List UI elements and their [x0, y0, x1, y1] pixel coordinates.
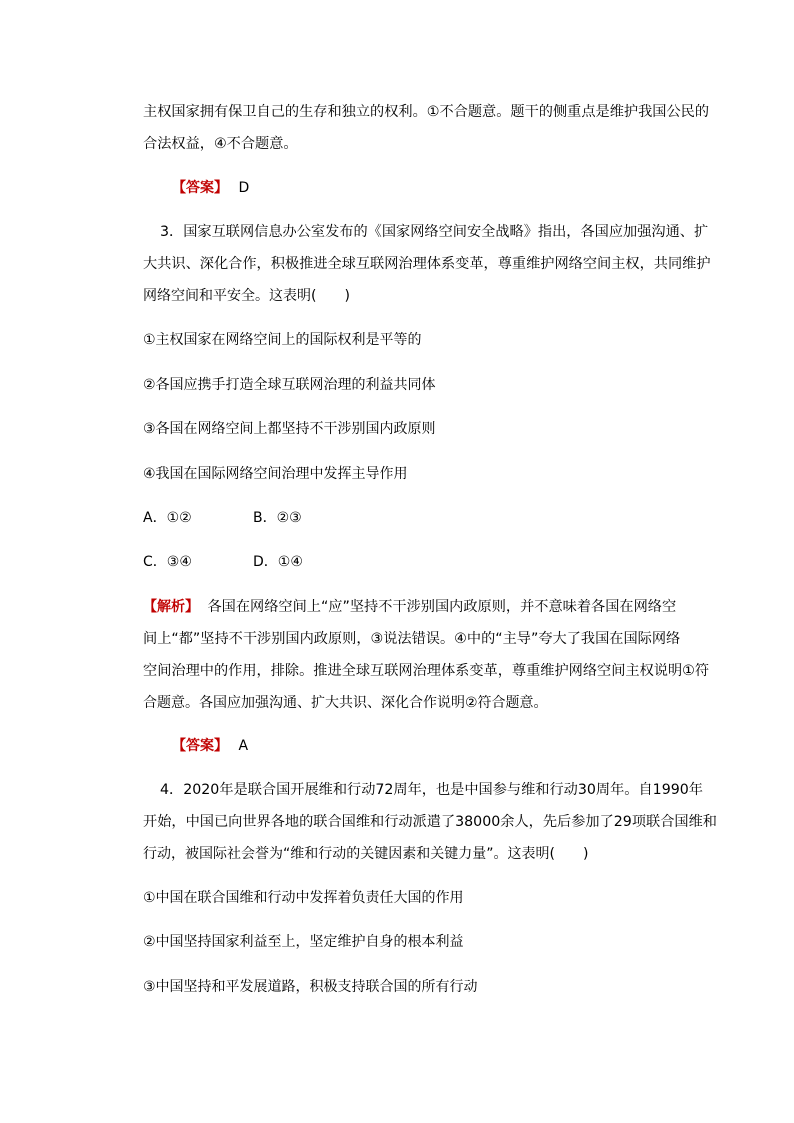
answer-value: D: [238, 180, 250, 196]
q3-option-a: A．①②: [143, 510, 192, 526]
q3-option-c: C．③④: [143, 554, 192, 570]
answer-tag: 【答案】: [172, 738, 228, 754]
q3-analysis-line-4: 合题意。各国应加强沟通、扩大共识、深化合作说明②符合题意。: [143, 695, 548, 711]
q3-statement-2: ②各国应携手打造全球互联网治理的利益共同体: [143, 377, 436, 393]
q3-stem-line-2: 大共识、深化合作，积极推进全球互联网治理体系变革，尊重维护网络空间主权，共同维护: [143, 256, 711, 272]
answer-tag: 【答案】: [172, 180, 228, 196]
q3-stem-line-1: 3．国家互联网信息办公室发布的《国家网络空间安全战略》指出，各国应加强沟通、扩: [160, 224, 709, 240]
answer-value: A: [238, 738, 249, 754]
q3-analysis-line-2: 间上“都”坚持不干涉别国内政原则，③说法错误。④中的“主导”夸大了我国在国际网络: [143, 631, 681, 647]
answer-2: [172, 178, 249, 198]
q3-option-d: D．①④: [253, 554, 303, 570]
q4-statement-2: ②中国坚持国家利益至上，坚定维护自身的根本利益: [143, 934, 464, 950]
q4-stem-line-1: 4．2020年是联合国开展维和行动72周年，也是中国参与维和行动30周年。自1990年: [160, 782, 703, 798]
prev-explanation-line-2: 合法权益，④不合题意。: [143, 136, 298, 152]
q3-statement-4: ④我国在国际网络空间治理中发挥主导作用: [143, 466, 408, 482]
q3-statement-3: ③各国在网络空间上都坚持不干涉别国内政原则: [143, 421, 436, 437]
q4-stem-line-3: 行动，被国际社会誉为“维和行动的关键因素和关键力量”。这表明( ): [143, 846, 589, 862]
q3-stem-line-3: 网络空间和平安全。这表明( ): [143, 288, 350, 304]
q4-statement-1: ①中国在联合国维和行动中发挥着负责任大国的作用: [143, 890, 464, 906]
q3-analysis-line-3: 空间治理中的作用，排除。推进全球互联网治理体系变革，尊重维护网络空间主权说明①符: [143, 663, 710, 679]
q4-statement-3: ③中国坚持和平发展道路，积极支持联合国的所有行动: [143, 979, 478, 995]
q4-stem-line-2: 开始，中国已向世界各地的联合国维和行动派遣了38000余人，先后参加了29项联合国维和: [143, 814, 717, 830]
q3-analysis-line-1: [143, 597, 676, 617]
analysis-tag: 【解析】: [143, 599, 199, 615]
q3-option-b: B．②③: [253, 510, 302, 526]
prev-explanation-line-1: 主权国家拥有保卫自己的生存和独立的权利。①不合题意。题干的侧重点是维护我国公民的: [143, 104, 710, 120]
answer-3: [172, 736, 248, 756]
analysis-text-1: 各国在网络空间上“应”坚持不干涉别国内政原则，并不意味着各国在网络空: [207, 599, 677, 615]
q3-statement-1: ①主权国家在网络空间上的国际权利是平等的: [143, 332, 422, 348]
